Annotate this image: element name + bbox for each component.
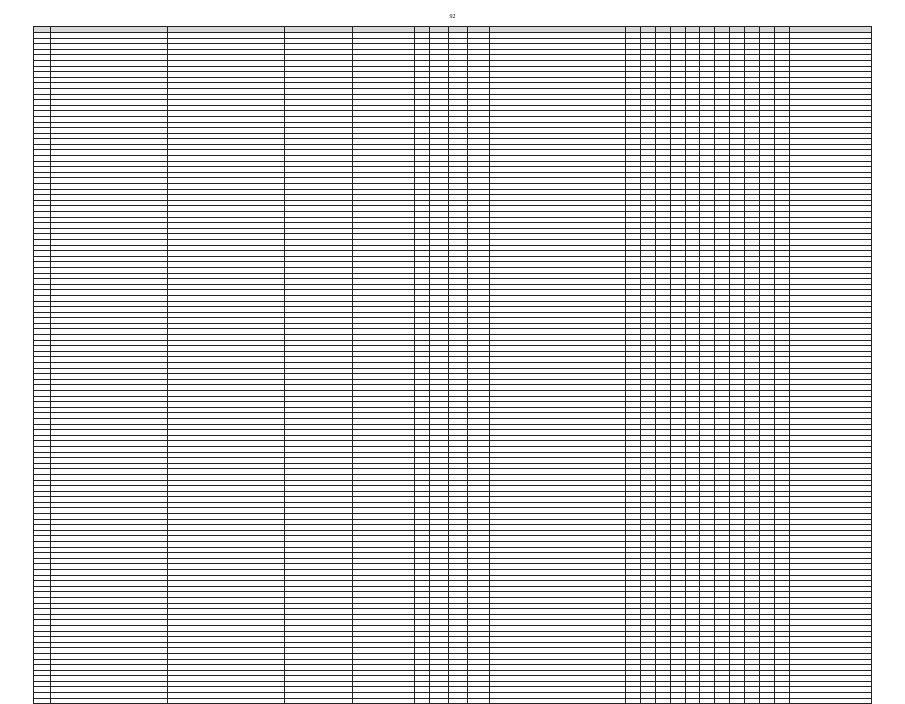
table-cell	[625, 698, 640, 704]
table-cell	[285, 698, 353, 704]
table-cell	[670, 698, 685, 704]
register-table-container	[33, 26, 872, 625]
table-cell	[775, 698, 790, 704]
table-cell	[489, 698, 625, 704]
table-cell	[34, 698, 51, 704]
register-table	[33, 26, 872, 704]
page-number: 92	[449, 14, 456, 20]
table-cell	[51, 698, 168, 704]
table-cell	[655, 698, 670, 704]
table-cell	[745, 698, 760, 704]
table-cell	[789, 698, 871, 704]
table-body	[34, 33, 872, 704]
table-cell	[640, 698, 655, 704]
table-cell	[168, 698, 285, 704]
table-cell	[685, 698, 700, 704]
table-cell	[468, 698, 489, 704]
table-cell	[715, 698, 730, 704]
table-cell	[449, 698, 468, 704]
table-row	[34, 698, 872, 704]
table-cell	[730, 698, 745, 704]
table-cell	[430, 698, 449, 704]
table-cell	[353, 698, 415, 704]
table-cell	[760, 698, 775, 704]
table-cell	[700, 698, 715, 704]
table-cell	[415, 698, 430, 704]
